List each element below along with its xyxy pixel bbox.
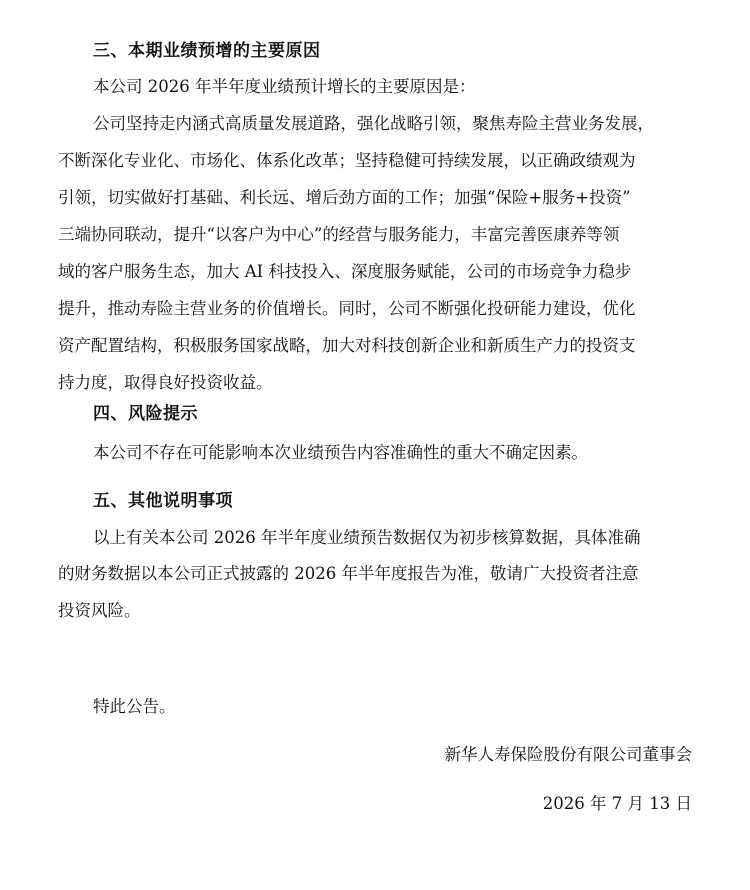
section-3-intro: 本公司 2026 年半年度业绩预计增长的主要原因是：: [93, 77, 476, 96]
section-3-line: 持力度，取得良好投资收益。: [58, 373, 273, 392]
section-5-line: 投资风险。: [58, 601, 141, 620]
section-3-line: 不断深化专业化、市场化、体系化改革；坚持稳健可持续发展，以正确政绩观为: [58, 151, 636, 170]
section-5-line: 的财务数据以本公司正式披露的 2026 年半年度报告为准，敬请广大投资者注意: [58, 564, 639, 583]
section-5-heading: 五、其他说明事项: [93, 491, 233, 511]
section-3-line: 域的客户服务生态，加大 AI 科技投入、深度服务赋能，公司的市场竞争力稳步: [58, 262, 632, 281]
section-3-line: 资产配置结构，积极服务国家战略，加大对科技创新企业和新质生产力的投资支: [58, 336, 636, 355]
section-4-heading: 四、风险提示: [93, 404, 198, 424]
signature-date: 2026 年 7 月 13 日: [542, 794, 692, 813]
section-3-line: 提升，推动寿险主营业务的价值增长。同时，公司不断强化投研能力建设，优化: [58, 299, 636, 318]
section-3-line: 引领，切实做好打基础、利长远、增后劲方面的工作；加强“保险+服务+投资”: [58, 188, 631, 207]
section-3-line: 三端协同联动，提升“以客户为中心”的经营与服务能力，丰富完善医康养等领: [58, 225, 620, 244]
section-5-line: 以上有关本公司 2026 年半年度业绩预告数据仅为初步核算数据，具体准确: [93, 528, 641, 547]
signature-company: 新华人寿保险股份有限公司董事会: [444, 745, 692, 764]
section-3-line: 公司坚持走内涵式高质量发展道路，强化战略引领，聚焦寿险主营业务发展，: [93, 114, 654, 133]
section-4-text: 本公司不存在可能影响本次业绩预告内容准确性的重大不确定因素。: [93, 443, 588, 462]
closing-statement: 特此公告。: [93, 697, 176, 716]
section-3-heading: 三、本期业绩预增的主要原因: [93, 41, 321, 61]
